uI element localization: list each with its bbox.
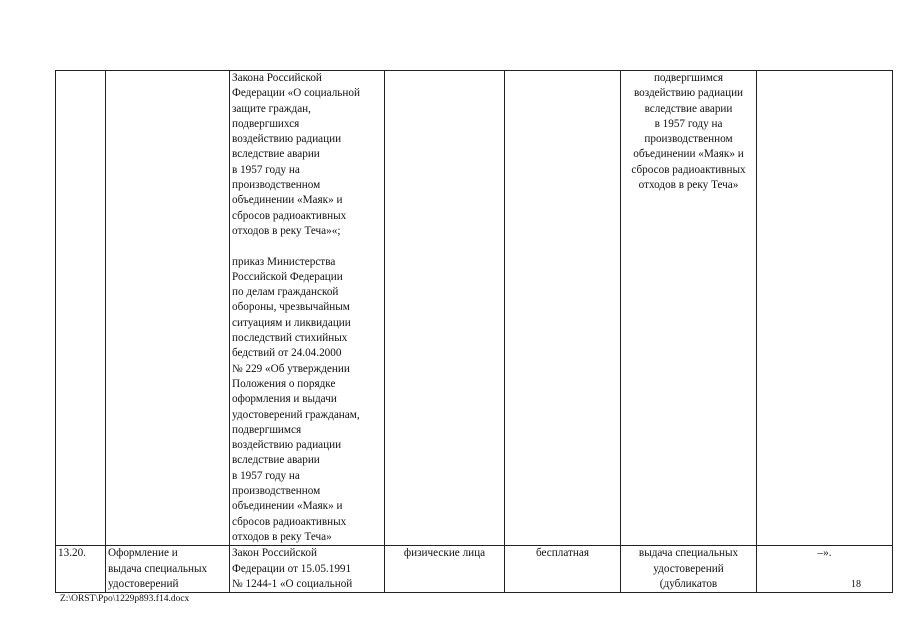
legal-basis-text-b	[232, 255, 382, 546]
cell-mark	[757, 71, 893, 546]
text-line: в 1957 году на	[232, 469, 300, 482]
cell-result	[621, 546, 757, 593]
text-line: ситуациям и ликвидации	[232, 316, 351, 329]
law-line: Закон Российской	[232, 547, 317, 560]
recipients-text: физические лица	[403, 547, 486, 560]
text-line: вследствие аварии	[232, 148, 320, 161]
row-number: 13.20.	[58, 547, 86, 560]
text-line: производственном	[232, 179, 321, 192]
cell-result	[621, 71, 757, 546]
text-line: оформления и выдачи	[232, 393, 337, 406]
cell-service	[106, 71, 230, 546]
result-text	[623, 71, 754, 193]
text-line: защите граждан,	[232, 102, 311, 115]
service-line: удостоверений	[108, 577, 179, 590]
text-line: обороны, чрезвычайным	[232, 301, 350, 314]
text-line: сбросов радиоактивных	[232, 515, 347, 528]
cell-recipients	[385, 71, 505, 546]
text-line: бедствий от 24.04.2000	[232, 347, 342, 360]
legal-basis-text-a	[232, 71, 382, 239]
text-line: Положения о порядке	[232, 377, 336, 390]
text-line: вследствие аварии	[232, 454, 320, 467]
text-line: подвергшимся	[653, 72, 724, 84]
text-line: в 1957 году на	[654, 117, 723, 130]
cell-fee	[505, 546, 621, 593]
fee-text: бесплатная	[536, 547, 589, 560]
services-table	[55, 70, 893, 593]
page-number: 18	[851, 579, 861, 590]
cell-recipients	[385, 546, 505, 593]
text-line: по делам гражданской	[232, 286, 339, 299]
result-line: выдача специальных	[638, 547, 739, 560]
text-line: Федерации «О социальной	[232, 87, 360, 100]
table-row	[56, 546, 893, 593]
text-line: подвергшимся	[232, 423, 302, 436]
cell-legal-basis	[230, 546, 385, 593]
closing-mark: –».	[817, 547, 832, 560]
text-line: вследствие аварии	[644, 102, 733, 115]
text-line: приказ Министерства	[232, 255, 336, 268]
service-line: Оформление и	[108, 547, 178, 560]
service-line: выдача специальных	[108, 562, 208, 575]
cell-legal-basis	[230, 71, 385, 546]
text-line: воздействию радиации	[232, 133, 342, 146]
paragraph-gap	[232, 239, 382, 254]
text-line: последствий стихийных	[232, 332, 348, 345]
cell-number	[56, 71, 106, 546]
cell-mark	[757, 546, 893, 593]
footer-file-path: Z:\ORST\Ppo\1229p893.f14.docx	[60, 594, 190, 604]
text-line: отходов в реку Теча»«;	[232, 224, 341, 237]
text-line: сбросов радиоактивных	[631, 163, 746, 176]
cell-fee	[505, 71, 621, 546]
text-line: воздействию радиации	[633, 87, 744, 100]
text-line: подвергшихся	[232, 117, 300, 130]
text-line: объединении «Маяк» и	[232, 500, 343, 513]
text-line: № 229 «Об утверждении	[232, 362, 350, 375]
law-line: № 1244-1 «О социальной	[232, 577, 353, 590]
text-line: сбросов радиоактивных	[232, 209, 347, 222]
result-line: (дубликатов	[659, 577, 718, 590]
cell-number	[56, 546, 106, 593]
text-line: воздействию радиации	[232, 439, 342, 452]
text-line: отходов в реку Теча»	[232, 530, 332, 543]
text-line: отходов в реку Теча»	[638, 179, 739, 192]
text-line: удостоверений гражданам,	[232, 408, 360, 421]
result-line: удостоверений	[653, 562, 724, 575]
text-line: производственном	[232, 485, 321, 498]
text-line: производственном	[644, 133, 733, 146]
text-line: в 1957 году на	[232, 163, 300, 176]
cell-service	[106, 546, 230, 593]
table-row	[56, 71, 893, 546]
law-line: Федерации от 15.05.1991	[232, 562, 352, 575]
text-line: объединении «Маяк» и	[633, 148, 744, 161]
text-line: объединении «Маяк» и	[232, 194, 343, 207]
text-line: Российской Федерации	[232, 270, 343, 283]
text-line: Закона Российской	[232, 72, 322, 84]
